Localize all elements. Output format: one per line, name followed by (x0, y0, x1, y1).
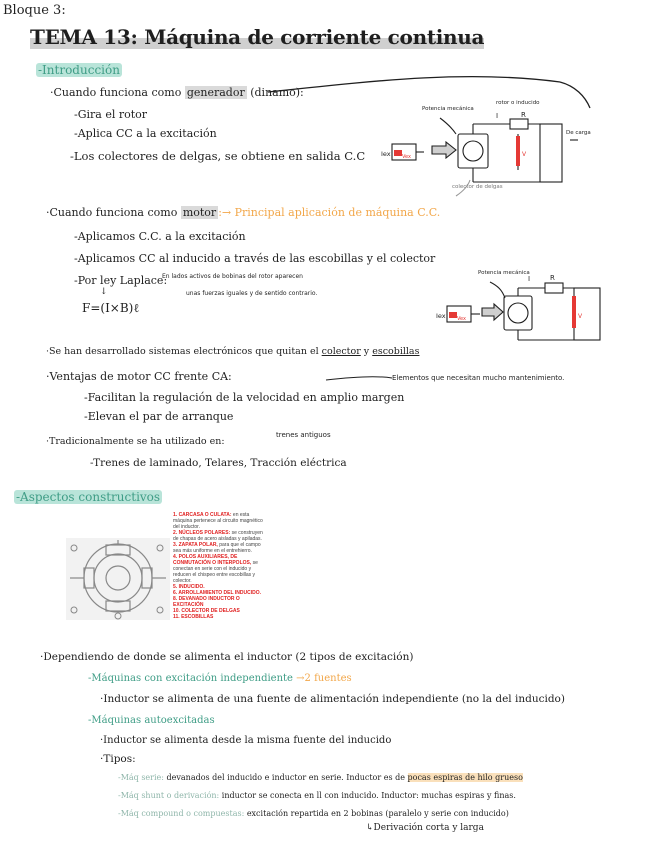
legend-item-desc: se conectan en serie con el inducido y reducen el chispeo entre escobillas y colector. (173, 560, 258, 584)
legend-item-title: POLOS AUXILIARES, DE CONMUTACIÓN O INTERPOLOS, (173, 554, 252, 566)
serie-label: -Máq serie: (118, 773, 164, 782)
legend-item-number: 8. (173, 596, 179, 602)
compound-desc: excitación repartida en 2 bobinas (paralelo y serie con inducido) (246, 809, 509, 818)
excitation-heading: ·Dependiendo de donde se alimenta el inductor (2 tipos de excitación) (40, 651, 414, 663)
component-legend (173, 512, 265, 620)
legend-item-title: NÚCLEOS POLARES: (178, 530, 231, 536)
traditional-note: trenes antiguos (276, 431, 331, 439)
d1-colector: colector de delgas (452, 184, 503, 190)
laplace-arrow-icon: ↓ (100, 287, 108, 297)
legend-item (173, 596, 265, 608)
independent-label: -Máquinas con excitación independiente (88, 673, 293, 684)
bloque-label: Bloque 3: (3, 3, 66, 18)
laplace-note-1: En lados activos de bobinas del rotor aparecen (162, 273, 303, 280)
electronic-prefix: ·Se han desarrollado sistemas electrónicos que quitan el (46, 346, 319, 357)
d1-Vex: Vex (402, 154, 411, 160)
generator-item-3: -Los colectores de delgas, se obtiene en salida C.C (70, 149, 366, 163)
laplace-prefix: -Por ley Laplace: (74, 274, 168, 287)
laplace-note-2: unas fuerzas iguales y de sentido contrario. (186, 290, 318, 297)
independent-desc: ·Inductor se alimenta de una fuente de alimentación independiente (no la del inducido) (100, 693, 565, 705)
independent-arrow: →2 fuentes (296, 673, 352, 684)
legend-item-desc: para que el campo sea más uniforme en el entrehierro. (173, 542, 261, 554)
d1-Iex: Iex (381, 150, 391, 158)
d2-V: V (578, 313, 583, 320)
shunt-label: -Máq shunt o derivación: (118, 791, 220, 800)
legend-item-desc: se construyen de chapas de acero aisladas y apiladas. (173, 530, 263, 542)
legend-item-number: 10. (173, 608, 182, 614)
auto-label: -Máquinas autoexcitadas (88, 715, 215, 726)
legend-item (173, 542, 265, 554)
tipos-label: ·Tipos: (100, 753, 136, 765)
legend-item-title: ESCOBILLAS (181, 614, 214, 620)
d1-potencia: Potencia mecánica (422, 106, 474, 112)
intro-heading-text: -Introducción (38, 63, 120, 77)
compound-label: -Máq compound o compuestas: (118, 809, 245, 818)
shunt-desc: inductor se conecta en ll con inducido. Inductor: muchas espiras y finas. (221, 791, 516, 800)
compound-sub: ↳Derivación corta y larga (366, 823, 484, 833)
serie-desc-b: pocas espiras de hilo grueso (407, 773, 523, 782)
generator-item-2: -Aplica CC a la excitación (74, 127, 217, 140)
legend-item (173, 614, 265, 620)
generator-prefix: ·Cuando funciona como (50, 86, 182, 99)
d1-I: I (496, 112, 499, 120)
motor-prefix: ·Cuando funciona como (46, 206, 178, 219)
page-title-text: TEMA 13: Máquina de corriente continua (30, 25, 485, 49)
legend-item-title: ARROLLAMIENTO DEL INDUCIDO. (178, 590, 261, 596)
legend-item-number: 3. (173, 542, 179, 548)
d1-rotor: rotor o inducido (496, 100, 540, 106)
motor-item-2: -Aplicamos CC al inducido a través de las escobillas y el colector (74, 252, 436, 265)
generator-suffix: (dinamo): (250, 86, 304, 99)
d2-Vex: Vex (457, 316, 466, 322)
d1-V: V (522, 151, 527, 158)
legend-item-title: ZAPATA POLAR, (178, 542, 218, 548)
compound-line (118, 808, 509, 820)
advantage-2: -Elevan el par de arranque (84, 410, 234, 423)
independent-line (88, 672, 352, 686)
legend-item-number: 2. (173, 530, 179, 536)
legend-item-number: 6. (173, 590, 179, 596)
legend-item-title: CARCASA O CULATA: (178, 512, 232, 518)
motor-note: :→ Principal aplicación de máquina C.C. (218, 206, 441, 219)
auto-desc: ·Inductor se alimenta desde la misma fuente del inducido (100, 735, 392, 746)
serie-desc-a: devanados del inducido e inductor en serie. Inductor es de (166, 773, 408, 782)
advantages-heading: ·Ventajas de motor CC frente CA: (46, 370, 232, 383)
legend-item-number: 1. (173, 512, 179, 518)
legend-item-desc: en esta máquina pertenece al circuito magnético del inductor. (173, 512, 263, 530)
electronic-note: Elementos que necesitan mucho mantenimiento. (392, 374, 565, 382)
generator-item-1: -Gira el rotor (74, 108, 148, 121)
laplace-formula: F=(I×B)ℓ (82, 301, 140, 315)
advantage-1: -Facilitan la regulación de la velocidad en amplio margen (84, 391, 405, 404)
legend-item-number: 5. (173, 584, 179, 590)
legend-item-title: INDUCIDO. (178, 584, 205, 590)
constructive-heading-text: -Aspectos constructivos (16, 490, 161, 504)
traditional-heading: ·Tradicionalmente se ha utilizado en: (46, 436, 225, 447)
legend-item (173, 554, 265, 584)
electronic-y: y (363, 346, 370, 357)
d1-R: R (521, 111, 526, 119)
motor-keyword: motor (182, 206, 217, 219)
legend-item (173, 530, 265, 542)
traditional-items: -Trenes de laminado, Telares, Tracción eléctrica (90, 457, 347, 469)
d1-carga: De carga (566, 130, 591, 136)
motor-item-1: -Aplicamos C.C. a la excitación (74, 230, 246, 243)
shunt-line (118, 790, 516, 802)
d2-R: R (550, 274, 555, 282)
legend-item-title: DEVANADO INDUCTOR O EXCITACIÓN (173, 596, 240, 608)
serie-line (118, 772, 523, 784)
generator-keyword: generador (186, 86, 245, 99)
legend-item-number: 4. (173, 554, 179, 560)
electronic-escobillas: escobillas (372, 346, 420, 357)
d2-I: I (528, 275, 531, 283)
electronic-colector: colector (321, 346, 361, 357)
d2-potencia: Potencia mecánica (478, 270, 530, 276)
legend-item-number: 11. (173, 614, 182, 620)
d2-Iex: Iex (436, 312, 446, 320)
legend-item-title: COLECTOR DE DELGAS (181, 608, 240, 614)
legend-item (173, 512, 265, 530)
